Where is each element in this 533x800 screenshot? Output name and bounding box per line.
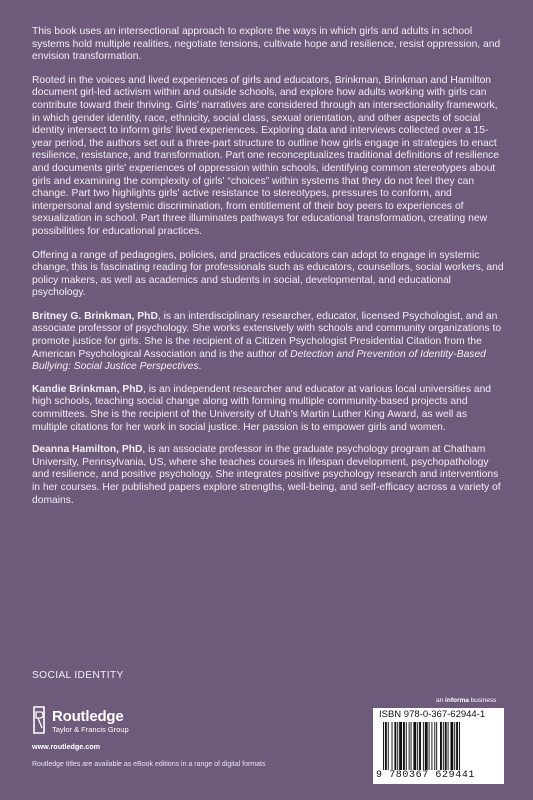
publisher-block [32, 706, 212, 756]
book-title: Detection and Prevention of Identity-Based Bullying: Social Justice Perspectives [32, 348, 486, 373]
publisher-name: Routledge [52, 708, 124, 725]
publisher-url[interactable]: www.routledge.com [32, 742, 101, 751]
informa-brand: informa [445, 697, 469, 704]
text-column [32, 26, 504, 517]
barcode-bar [388, 722, 389, 770]
blurb-paragraph-3: Offering a range of pedagogies, policies, and practices educators can adopt to engage in systemic change, this is fascinating reading for professionals such as educators, counsellors, social workers, and policy makers, as well as academics and students in social, developmental, and educational psychology. [32, 249, 504, 299]
author-bio-text: , is an associate professor in the graduate psychology program at Chatham University, Pennsylvania, US, where she teaches courses in lifespan development, psychopathology and resilience, and positive psychology. She integrates positive psychology research and interventions in her courses. Her published papers explore strengths, well-being, and self-efficacy across a variety of domains. [32, 444, 501, 506]
blurb-paragraph-1: This book uses an intersectional approach to explore the ways in which girls and adults in school systems hold multiple realities, negotiate tensions, cultivate hope and resilience, resist oppression, and envision transformation. [32, 26, 501, 63]
barcode-bar [456, 722, 458, 770]
barcode-bar [445, 722, 447, 770]
routledge-logo-icon [32, 706, 46, 734]
author-bio-text: , is an independent researcher and educator at various local universities and high schools, teaching social change along with forming multiple community-based projects and committees. She is the recipient of the University of Utah's Martin Luther King Award, as well as multiple citations for her work in social justice. Her passion is to empower girls and women. [32, 383, 492, 433]
author-bio-text: , is an interdisciplinary researcher, educator, licensed Psychologist, and an associate professor of psychology. She works extensively with schools and community organizations to promote justice for girls. She is the recipient of a Citizen Psychologist Presidential Citation from the American Psychological Association and is the author of [32, 310, 502, 360]
barcode-bar [385, 722, 387, 770]
informa-suffix: business [468, 697, 497, 704]
author-name: Deanna Hamilton, PhD [32, 444, 143, 456]
ebook-note: Routledge titles are available as eBook editions in a range of digital formats [32, 761, 266, 768]
publisher-group: Taylor & Francis Group [52, 725, 129, 734]
blurb-paragraph-2: Rooted in the voices and lived experiences of girls and educators, Brinkman, Brinkman and Hamilton document girl-led activism within and outside schools, and explore how adults working with girls can contribute toward their thriving. Girls' narratives are considered through an intersectionality framework, in which gender identity, race, ethnicity, social class, sexual orientation, and other aspects of social identity intersect to inform girls' lived experiences. Exploring data and interviews collected over a 15-year period, the authors set out a three-part structure to outline how girls engage in strategies to enact resilience, resistance, and transformation. Part one reconceptualizes traditional definitions of resilience and documents girls' experiences of oppression within schools, identifying common stereotypes about girls and examining the complexity of girls' “choices” within systems that they do not feel they can change. Part two highlights girls' active resistance to stereotypes, pressures to conform, and interpersonal and systemic discrimination, from entitlement of their boy peers to experiences of sexualization in school. Part three illuminates pathways for educational transformation, creating new possibilities for educational practices. [32, 74, 500, 237]
barcode-bar [443, 722, 444, 770]
barcode-bar [425, 722, 428, 770]
barcode-bar [436, 722, 437, 770]
barcode-digits: 9 780367 629441 [376, 770, 476, 781]
barcode-bar [431, 722, 432, 770]
barcode-bar [454, 722, 455, 770]
barcode-bar [383, 722, 384, 770]
barcode-bar [409, 722, 410, 770]
barcode-bar [413, 722, 416, 770]
barcode-bar [403, 722, 405, 770]
barcode-bar [459, 722, 460, 770]
barcode-bar [417, 722, 418, 770]
bio-end: . [198, 361, 202, 373]
author-bio-deanna [32, 444, 504, 507]
author-bio-britney [32, 311, 504, 374]
barcode-bar [450, 722, 453, 770]
barcode-bar [399, 722, 402, 770]
barcode-bar [440, 722, 442, 770]
informa-prefix: an [436, 697, 446, 704]
barcode-bar [397, 722, 398, 770]
barcode-bar [411, 722, 412, 770]
barcode-box [373, 708, 504, 784]
barcode-bar [429, 722, 430, 770]
barcode-bar [434, 722, 435, 770]
barcode-bar [419, 722, 421, 770]
subject-category: SOCIAL IDENTITY [32, 670, 124, 681]
barcode-bar [406, 722, 407, 770]
isbn-label: ISBN 978-0-367-62944-1 [379, 709, 486, 720]
barcode-bar [394, 722, 396, 770]
barcode-bar [448, 722, 449, 770]
informa-tagline [436, 697, 496, 704]
barcode-icon [383, 722, 499, 770]
barcode-bar [423, 722, 424, 770]
author-bio-kandie [32, 384, 504, 434]
barcode-bar [392, 722, 393, 770]
author-name: Britney G. Brinkman, PhD [32, 310, 158, 322]
author-name: Kandie Brinkman, PhD [32, 383, 143, 395]
